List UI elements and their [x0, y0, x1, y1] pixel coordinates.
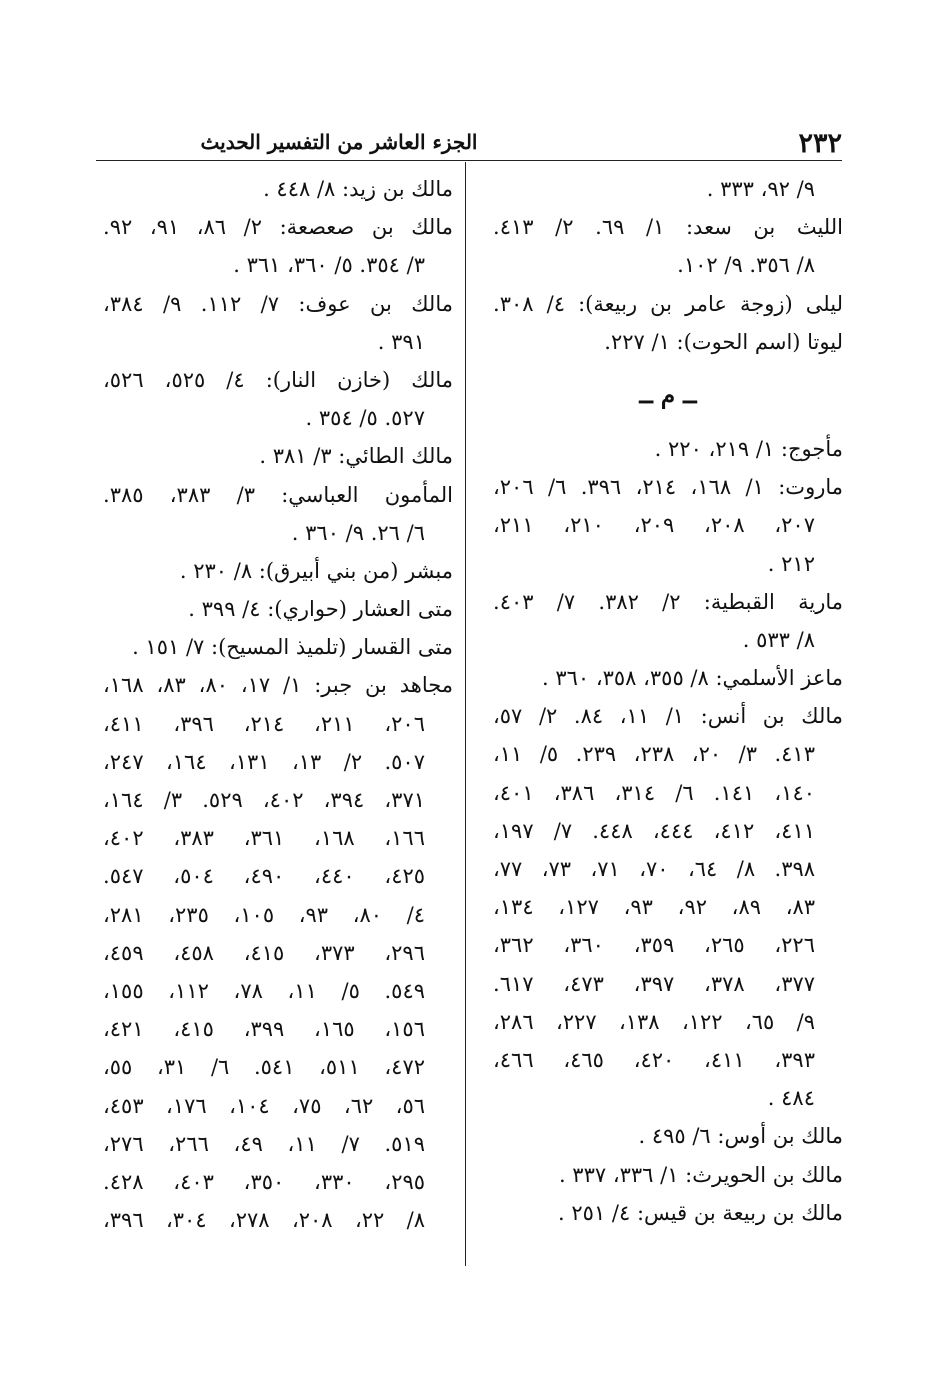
index-continuation-line: ٩/ ٩٢، ٣٣٣ .	[706, 177, 815, 201]
index-continuation-line: ٤١٣. ٣/ ٢٠، ٢٣٨، ٢٣٩. ٥/ ١١،	[493, 742, 815, 767]
index-entry: مأجوج: ١/ ٢١٩، ٢٢٠ .	[654, 436, 843, 461]
index-continuation-line: ٢٠٧، ٢٠٨، ٢٠٩، ٢١٠، ٢١١،	[493, 513, 815, 538]
index-continuation-line: ٤/ ٨٠، ٩٣، ١٠٥، ٢٣٥، ٢٨١،	[103, 902, 426, 927]
index-continuation-line: ٥٢٧. ٥/ ٣٥٤ .	[305, 406, 425, 431]
index-entry: مالك الطائي: ٣/ ٣٨١ .	[259, 444, 453, 469]
index-continuation-line: ٥٦، ٦٢، ٧٥، ١٠٤، ١٧٦، ٤٥٣،	[103, 1093, 426, 1118]
index-continuation-line: ٣٩٣، ٤١١، ٤٢٠، ٤٦٥، ٤٦٦،	[493, 1047, 815, 1072]
index-entry: ليلى (زوجة عامر بن ربيعة): ٤/ ٣٠٨.	[493, 291, 843, 316]
index-continuation-line: ٦/ ٢٦. ٩/ ٣٦٠ .	[291, 520, 425, 545]
index-entry: ماعز الأسلمي: ٨/ ٣٥٥، ٣٥٨، ٣٦٠ .	[541, 666, 843, 691]
index-continuation-line: ٣/ ٣٥٤. ٥/ ٣٦٠، ٣٦١ .	[233, 253, 425, 278]
index-column-left	[103, 170, 453, 1239]
page-header	[96, 128, 842, 162]
index-continuation-line: ٤٧٢، ٥١١، ٥٤١. ٦/ ٣١، ٥٥،	[103, 1055, 426, 1080]
index-continuation-line: ٣٧٧، ٣٧٨، ٣٩٧، ٤٧٣، ٦١٧.	[493, 971, 816, 996]
index-entry: المأمون العباسي: ٣/ ٣٨٣، ٣٨٥.	[103, 482, 454, 507]
index-entry: مالك بن زيد: ٨/ ٤٤٨ .	[263, 177, 453, 201]
index-continuation-line: ٨/ ٣٥٦. ٩/ ١٠٢.	[677, 253, 815, 278]
index-entry: مجاهد بن جبر: ١/ ١٧، ٨٠، ٨٣، ١٦٨،	[103, 673, 454, 698]
index-entry: مارية القبطية: ٢/ ٣٨٢. ٧/ ٤٠٣.	[493, 589, 843, 614]
index-continuation-line: ١٦٦، ١٦٨، ٣٦١، ٣٨٣، ٤٠٢،	[103, 826, 425, 851]
index-continuation-line: ٥٠٧. ٢/ ١٣، ١٣١، ١٦٤، ٢٤٧،	[103, 749, 425, 774]
index-entry: ليوتا (اسم الحوت): ١/ ٢٢٧.	[604, 329, 843, 354]
index-entry: مالك بن ربيعة بن قيس: ٤/ ٢٥١ .	[558, 1200, 843, 1225]
index-continuation-line: ٤٢٥، ٤٤٠، ٤٩٠، ٥٠٤، ٥٤٧.	[103, 864, 426, 889]
section-letter-heading: ــ م ــ	[639, 381, 697, 409]
index-continuation-line: ٢٢٦، ٢٦٥، ٣٥٩، ٣٦٠، ٣٦٢،	[493, 933, 815, 958]
index-entry: متى القسار (تلميذ المسيح): ٧/ ١٥١ .	[132, 635, 453, 660]
index-column-right	[493, 170, 843, 1232]
index-continuation-line: ٢١٢ .	[767, 551, 815, 576]
index-continuation-line: ٣٧١، ٣٩٤، ٤٠٢، ٥٢٩. ٣/ ١٦٤،	[103, 788, 426, 812]
index-continuation-line: ٨٣، ٨٩، ٩٢، ٩٣، ١٢٧، ١٣٤،	[493, 895, 816, 920]
index-continuation-line: ٩/ ٦٥، ١٢٢، ١٣٨، ٢٢٧، ٢٨٦،	[493, 1009, 815, 1034]
index-continuation-line: ٤٨٤ .	[767, 1086, 815, 1111]
index-continuation-line: ٨/ ٢٢، ٢٠٨، ٢٧٨، ٣٠٤، ٣٩٦،	[103, 1208, 425, 1233]
index-entry: الليث بن سعد: ١/ ٦٩. ٢/ ٤١٣.	[493, 215, 843, 240]
index-continuation-line: ٣٩٨. ٨/ ٦٤، ٧٠، ٧١، ٧٣، ٧٧،	[493, 857, 816, 881]
index-entry: متى العشار (حواري): ٤/ ٣٩٩ .	[188, 597, 453, 622]
index-entry: ماروت: ١/ ١٦٨، ٢١٤، ٣٩٦. ٦/ ٢٠٦،	[493, 475, 843, 500]
index-continuation-line: ٥٤٩. ٥/ ١١، ٧٨، ١١٢، ١٥٥،	[103, 978, 426, 1003]
index-continuation-line: ٢٠٦، ٢١١، ٢١٤، ٣٩٦، ٤١١،	[103, 711, 425, 736]
index-entry: مالك بن أنس: ١/ ١١، ٨٤. ٢/ ٥٧،	[493, 704, 843, 729]
index-continuation-line: ٣٩١ .	[377, 329, 425, 354]
column-divider	[465, 162, 466, 1266]
running-title: الجزء العاشر من التفسير الحديث	[200, 130, 478, 154]
index-continuation-line: ٨/ ٥٣٣ .	[742, 627, 815, 652]
index-continuation-line: ٢٩٦، ٣٧٣، ٤١٥، ٤٥٨، ٤٥٩،	[103, 940, 425, 965]
index-entry: مالك بن عوف: ٧/ ١١٢. ٩/ ٣٨٤،	[103, 291, 453, 316]
index-entry: مبشر (من بني أبيرق): ٨/ ٢٣٠ .	[179, 558, 453, 583]
index-continuation-line: ٢٩٥، ٣٣٠، ٣٥٠، ٤٠٣، ٤٢٨.	[103, 1169, 426, 1194]
header-rule	[96, 160, 842, 161]
index-continuation-line: ١٤٠، ١٤١. ٦/ ٣١٤، ٣٨٦، ٤٠١،	[493, 780, 816, 805]
index-entry: مالك بن أوس: ٦/ ٤٩٥ .	[638, 1124, 843, 1149]
index-continuation-line: ٥١٩. ٧/ ١١، ٤٩، ٢٦٦، ٢٧٦،	[103, 1131, 426, 1156]
index-continuation-line: ٤١١، ٤١٢، ٤٤٤، ٤٤٨. ٧/ ١٩٧،	[493, 818, 816, 843]
index-entry: مالك بن الحويرث: ١/ ٣٣٦، ٣٣٧ .	[558, 1162, 843, 1187]
index-continuation-line: ١٥٦، ١٦٥، ٣٩٩، ٤١٥، ٤٢١،	[103, 1017, 425, 1042]
page-number: ٢٣٢	[798, 128, 842, 159]
index-entry: مالك (خازن النار): ٤/ ٥٢٥، ٥٢٦،	[103, 367, 453, 392]
index-entry: مالك بن صعصعة: ٢/ ٨٦، ٩١، ٩٢.	[103, 215, 453, 240]
